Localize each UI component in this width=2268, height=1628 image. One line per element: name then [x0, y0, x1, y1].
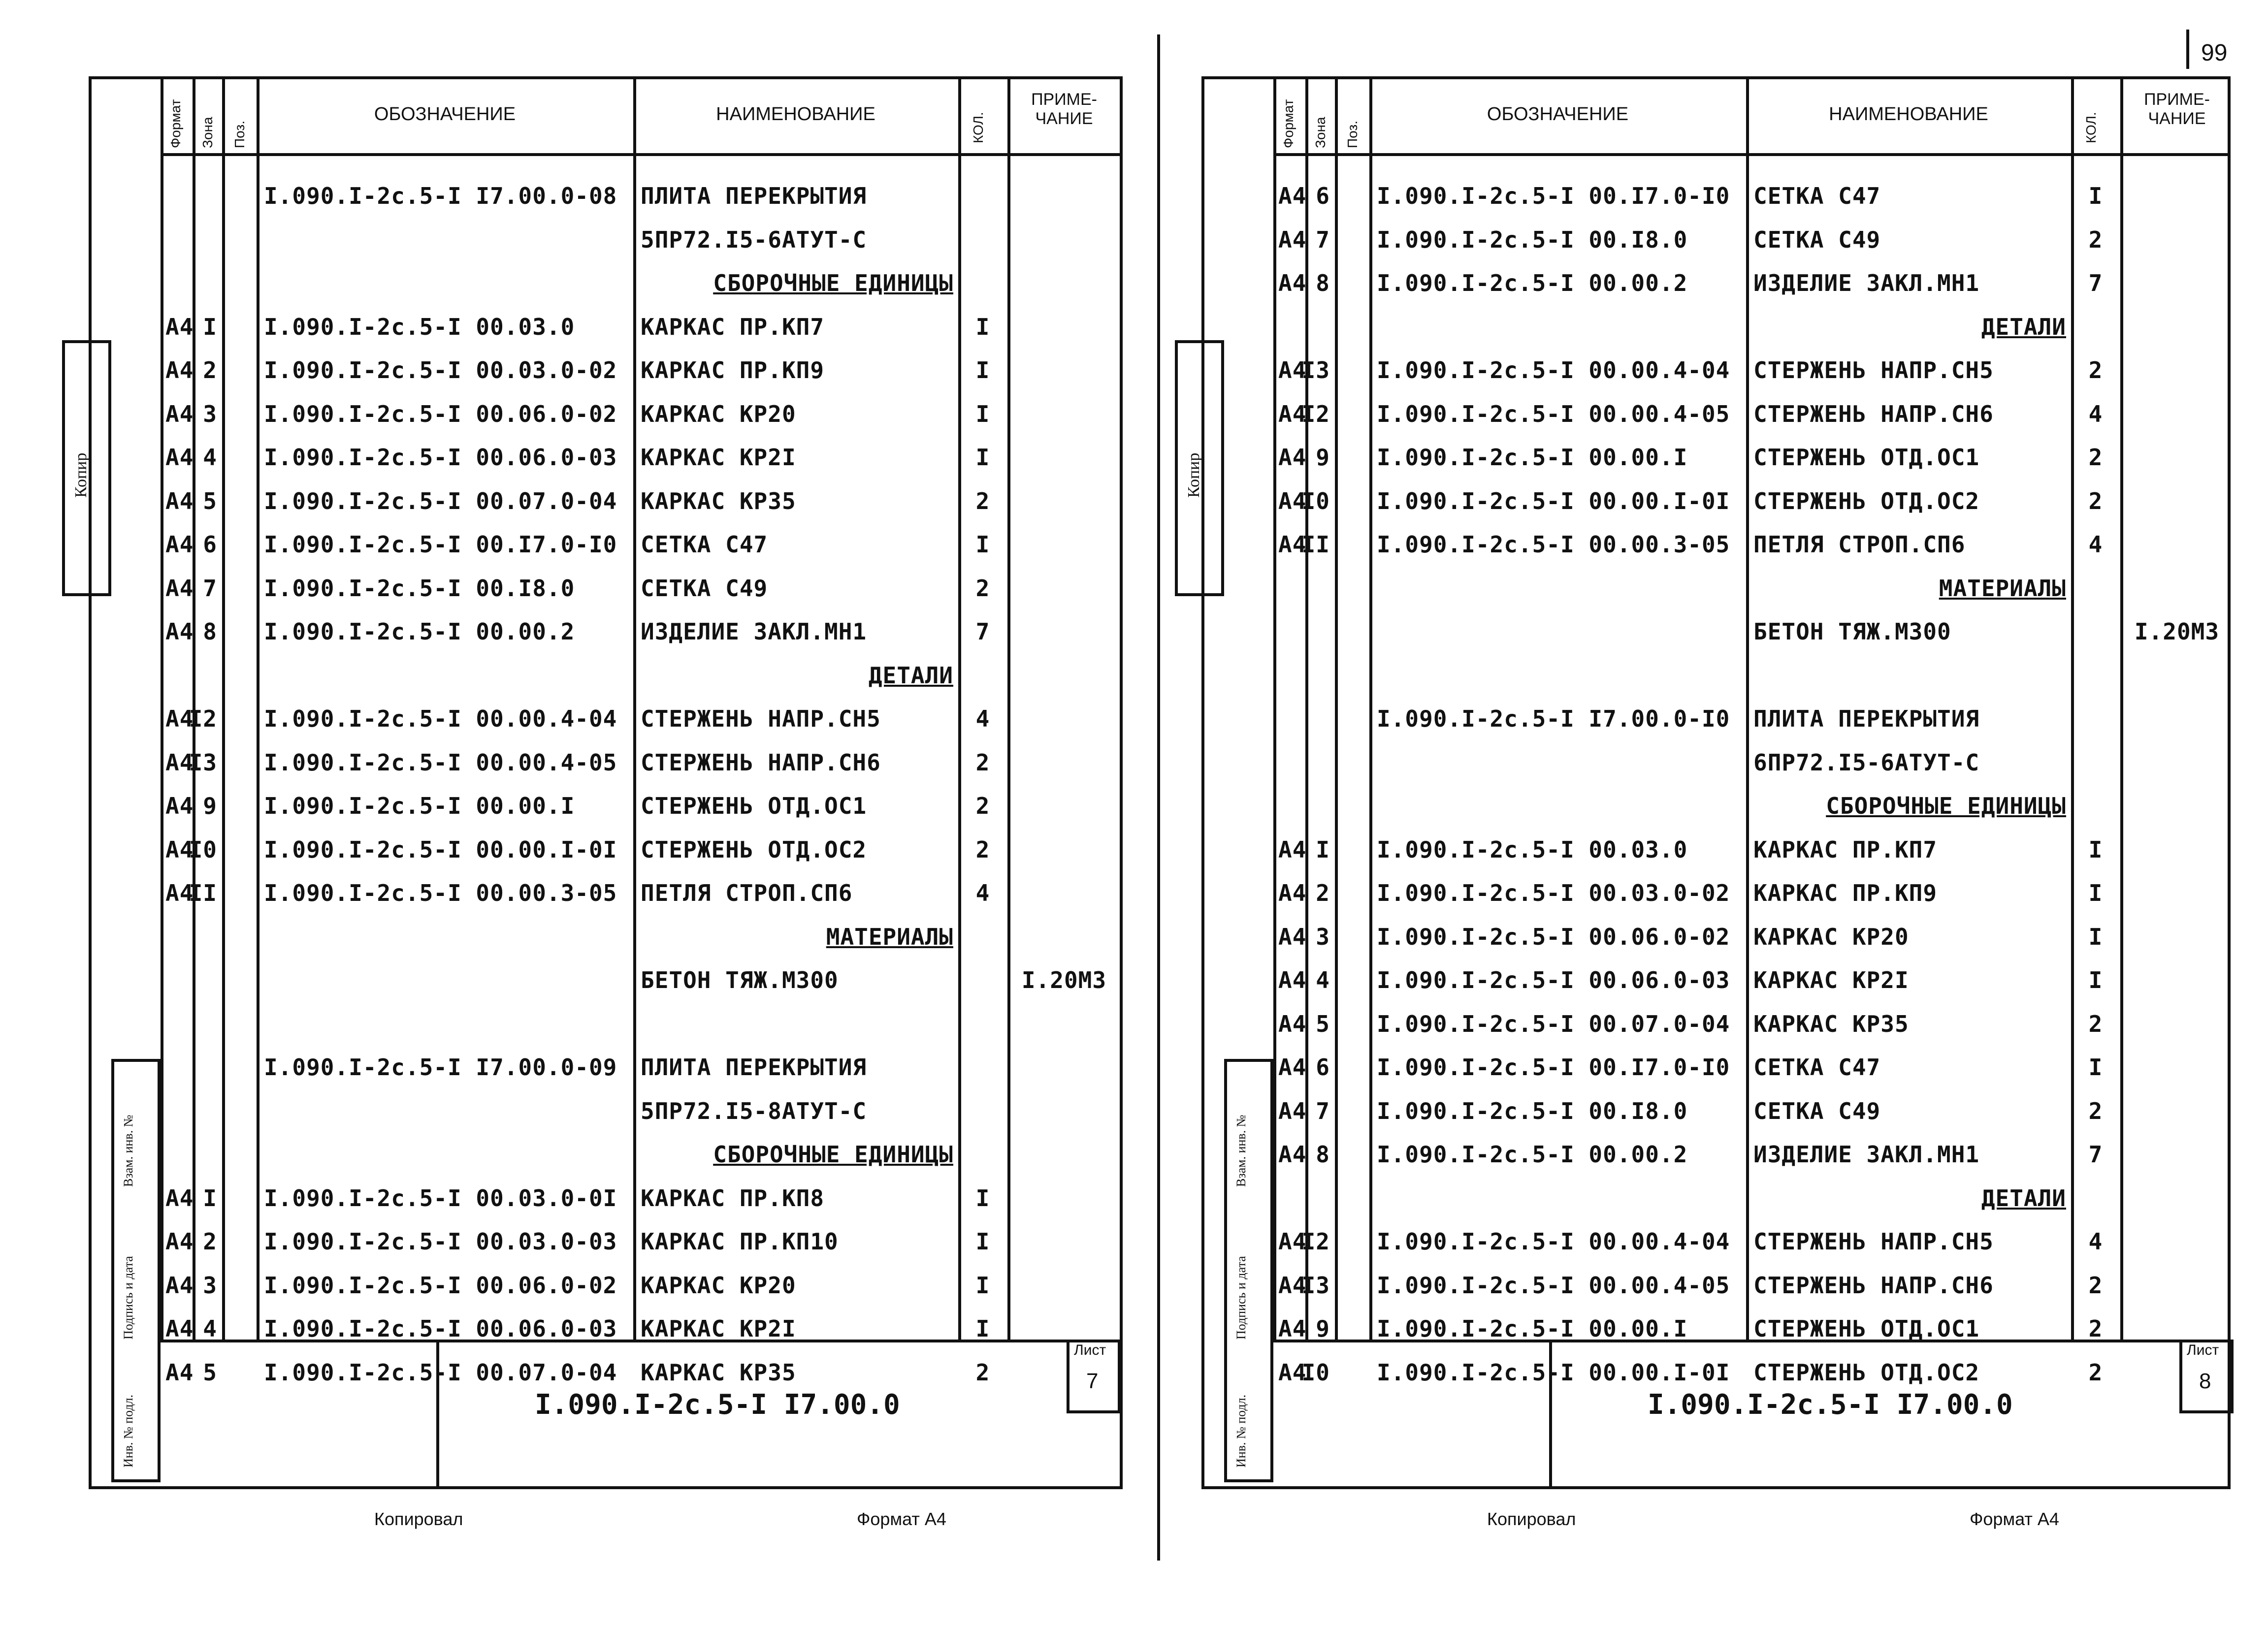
- row-quantity: I: [975, 1272, 990, 1299]
- row-quantity: 2: [2088, 1010, 2103, 1037]
- page-number-rule: [2186, 30, 2189, 69]
- row-position: I2: [1301, 400, 1330, 427]
- row-designation: I.090.I-2c.5-I 00.I7.0-I0: [264, 531, 617, 558]
- row-position: I: [203, 1184, 217, 1212]
- row-quantity: 7: [2088, 270, 2103, 296]
- row-quantity: 2: [2088, 444, 2103, 471]
- left-specification-sheet: [72, 76, 1123, 1489]
- row-position: 8: [203, 618, 217, 645]
- header-pos: Поз.: [1345, 121, 1360, 148]
- list-number: 8: [2199, 1369, 2211, 1393]
- footer-format: Формат А4: [1970, 1509, 2059, 1529]
- row-name: СТЕРЖЕНЬ НАПР.СН6: [641, 749, 881, 776]
- row-position: I0: [189, 836, 217, 863]
- row-format: А4: [1278, 487, 1307, 514]
- footer-copied-by: Копировал: [374, 1509, 463, 1529]
- row-name: КАРКАС ПР.КП9: [641, 357, 825, 383]
- page-fold-divider: [1157, 34, 1160, 1561]
- row-designation: I.090.I-2c.5-I I7.00.0-I0: [1377, 705, 1730, 732]
- row-quantity: I: [975, 400, 990, 427]
- row-designation: I.090.I-2c.5-I 00.00.3-05: [264, 880, 617, 906]
- row-position: 3: [203, 1272, 217, 1299]
- row-name: ПЕТЛЯ СТРОП.СП6: [641, 880, 853, 906]
- row-name: СТЕРЖЕНЬ ОТД.ОС1: [641, 793, 867, 819]
- list-label: Лист: [1074, 1342, 1106, 1358]
- column-rule: [222, 79, 225, 1340]
- row-format: А4: [1278, 1097, 1307, 1124]
- row-designation: I.090.I-2c.5-I 00.03.0: [264, 313, 575, 340]
- header-format: Формат: [1281, 99, 1296, 148]
- row-format: А4: [1278, 444, 1307, 471]
- row-name: КАРКАС КР2I: [1753, 967, 1909, 993]
- row-name: КАРКАС КР35: [641, 1359, 796, 1386]
- row-position: 4: [203, 1315, 217, 1342]
- row-name: КАРКАС КР20: [641, 1272, 796, 1299]
- row-position: II: [1301, 531, 1330, 558]
- row-quantity: 2: [975, 1359, 990, 1386]
- row-quantity: 2: [2088, 357, 2103, 383]
- row-position: I: [1316, 836, 1330, 863]
- header-format: Формат: [168, 99, 183, 148]
- row-designation: I.090.I-2c.5-I 00.00.4-04: [1377, 1228, 1730, 1255]
- row-position: 7: [203, 575, 217, 602]
- row-designation: I.090.I-2c.5-I 00.00.4-04: [264, 705, 617, 732]
- row-name: СБОРОЧНЫЕ ЕДИНИЦЫ: [713, 1141, 953, 1168]
- row-format: А4: [1278, 531, 1307, 558]
- row-name: КАРКАС КР35: [1753, 1010, 1909, 1037]
- side-label-kopir: Копир: [72, 452, 90, 498]
- row-position: I3: [189, 749, 217, 776]
- row-position: 5: [203, 487, 217, 514]
- drawing-designation-stamp: I.090.I-2c.5-I I7.00.0: [535, 1389, 900, 1421]
- row-name: ДЕТАЛИ: [1981, 313, 2066, 340]
- row-position: 6: [1316, 183, 1330, 209]
- row-designation: I.090.I-2c.5-I 00.06.0-02: [1377, 923, 1730, 950]
- page-number: 99: [2201, 40, 2228, 66]
- row-position: I2: [189, 705, 217, 732]
- row-format: А4: [1278, 1359, 1307, 1386]
- row-name: СЕТКА С49: [1753, 1097, 1881, 1124]
- row-position: 5: [203, 1359, 217, 1386]
- row-designation: I.090.I-2c.5-I 00.00.4-04: [1377, 357, 1730, 383]
- row-name: СЕТКА С49: [641, 575, 768, 602]
- row-quantity: I: [975, 1184, 990, 1212]
- row-format: А4: [165, 705, 194, 732]
- row-format: А4: [165, 618, 194, 645]
- row-format: А4: [165, 313, 194, 340]
- row-position: 6: [203, 531, 217, 558]
- row-quantity: 2: [975, 487, 990, 514]
- row-position: 6: [1316, 1054, 1330, 1081]
- header-primechanie: ПРИМЕ- ЧАНИЕ: [2144, 90, 2210, 128]
- row-quantity: 2: [975, 836, 990, 863]
- side-register-box: [1224, 1059, 1273, 1482]
- column-rule: [1007, 79, 1010, 1340]
- row-name: ИЗДЕЛИЕ ЗАКЛ.МН1: [1753, 270, 1980, 296]
- side-label-podpis: Подпись и дата: [121, 1256, 135, 1340]
- row-designation: I.090.I-2c.5-I 00.06.0-02: [264, 400, 617, 427]
- side-label-podpis: Подпись и дата: [1234, 1256, 1248, 1340]
- row-position: 3: [203, 400, 217, 427]
- row-name: СТЕРЖЕНЬ ОТД.ОС2: [1753, 1359, 1980, 1386]
- row-format: А4: [1278, 357, 1307, 383]
- row-position: 8: [1316, 1141, 1330, 1168]
- row-position: I3: [1301, 357, 1330, 383]
- row-designation: I.090.I-2c.5-I 00.00.I-0I: [264, 836, 617, 863]
- row-quantity: I: [975, 313, 990, 340]
- stamp-divider: [1549, 1340, 1552, 1489]
- row-quantity: 7: [975, 618, 990, 645]
- row-format: А4: [1278, 923, 1307, 950]
- drawing-designation-stamp: I.090.I-2c.5-I I7.00.0: [1648, 1389, 2013, 1421]
- row-format: А4: [165, 1228, 194, 1255]
- row-designation: I.090.I-2c.5-I 00.I8.0: [264, 575, 575, 602]
- row-format: А4: [1278, 1228, 1307, 1255]
- row-format: А4: [1278, 1141, 1307, 1168]
- row-format: А4: [165, 1272, 194, 1299]
- row-name: КАРКАС КР20: [1753, 923, 1909, 950]
- row-quantity: I: [975, 1228, 990, 1255]
- row-name: МАТЕРИАЛЫ: [826, 923, 953, 950]
- row-designation: I.090.I-2c.5-I 00.07.0-04: [1377, 1010, 1730, 1037]
- list-number: 7: [1086, 1369, 1099, 1393]
- row-name: СБОРОЧНЫЕ ЕДИНИЦЫ: [1826, 793, 2066, 819]
- row-designation: I.090.I-2c.5-I 00.00.4-05: [1377, 400, 1730, 427]
- row-name: КАРКАС ПР.КП8: [641, 1184, 825, 1212]
- row-format: А4: [165, 487, 194, 514]
- row-designation: I.090.I-2c.5-I 00.06.0-03: [264, 1315, 617, 1342]
- row-name: СТЕРЖЕНЬ НАПР.СН5: [1753, 357, 1994, 383]
- row-format: А4: [1278, 880, 1307, 906]
- row-format: А4: [165, 531, 194, 558]
- row-position: I: [203, 313, 217, 340]
- header-pos: Поз.: [232, 121, 247, 148]
- row-name: 5ПР72.I5-6АТУТ-С: [641, 226, 867, 253]
- row-format: А4: [1278, 400, 1307, 427]
- row-quantity: 2: [975, 575, 990, 602]
- row-designation: I.090.I-2c.5-I 00.06.0-03: [264, 444, 617, 471]
- row-name: СТЕРЖЕНЬ ОТД.ОС1: [1753, 1315, 1980, 1342]
- row-quantity: I: [975, 531, 990, 558]
- row-quantity: I: [2088, 836, 2103, 863]
- row-format: А4: [165, 793, 194, 819]
- row-name: ПЕТЛЯ СТРОП.СП6: [1753, 531, 1966, 558]
- row-name: СТЕРЖЕНЬ НАПР.СН6: [1753, 1272, 1994, 1299]
- row-designation: I.090.I-2c.5-I 00.I8.0: [1377, 226, 1688, 253]
- row-quantity: 2: [2088, 1315, 2103, 1342]
- row-format: А4: [165, 836, 194, 863]
- row-name: СТЕРЖЕНЬ ОТД.ОС1: [1753, 444, 1980, 471]
- row-quantity: I: [2088, 183, 2103, 209]
- row-quantity: I: [975, 444, 990, 471]
- right-specification-sheet: [1185, 76, 2231, 1489]
- column-rule: [2120, 79, 2123, 1340]
- row-name: ИЗДЕЛИЕ ЗАКЛ.МН1: [1753, 1141, 1980, 1168]
- side-register-box: [111, 1059, 161, 1482]
- row-name: СЕТКА С47: [1753, 1054, 1881, 1081]
- row-position: 9: [1316, 444, 1330, 471]
- row-designation: I.090.I-2c.5-I 00.I7.0-I0: [1377, 183, 1730, 209]
- row-designation: I.090.I-2c.5-I 00.00.I-0I: [1377, 1359, 1730, 1386]
- side-label-vzam: Взам. инв. №: [1234, 1115, 1248, 1187]
- row-designation: I.090.I-2c.5-I 00.00.I-0I: [1377, 487, 1730, 514]
- row-designation: I.090.I-2c.5-I 00.I8.0: [1377, 1097, 1688, 1124]
- column-rule: [257, 79, 259, 1340]
- row-quantity: 4: [975, 705, 990, 732]
- row-designation: I.090.I-2c.5-I 00.03.0: [1377, 836, 1688, 863]
- row-quantity: 4: [2088, 400, 2103, 427]
- row-name: КАРКАС ПР.КП7: [641, 313, 825, 340]
- column-rule: [1273, 79, 1276, 1340]
- row-quantity: I: [975, 1315, 990, 1342]
- row-name: МАТЕРИАЛЫ: [1939, 575, 2066, 602]
- row-quantity: I: [975, 357, 990, 383]
- row-quantity: 7: [2088, 1141, 2103, 1168]
- row-name: СЕТКА С47: [1753, 183, 1881, 209]
- row-designation: I.090.I-2c.5-I 00.00.I: [264, 793, 575, 819]
- row-name: КАРКАС ПР.КП9: [1753, 880, 1938, 906]
- row-position: I0: [1301, 487, 1330, 514]
- stamp-top-rule: [1273, 1340, 2228, 1342]
- column-rule: [1335, 79, 1338, 1340]
- row-format: А4: [1278, 226, 1307, 253]
- footer-format: Формат А4: [857, 1509, 946, 1529]
- row-name: ДЕТАЛИ: [868, 662, 953, 689]
- row-position: 2: [203, 1228, 217, 1255]
- row-format: А4: [1278, 183, 1307, 209]
- footer-copied-by: Копировал: [1487, 1509, 1576, 1529]
- row-position: I2: [1301, 1228, 1330, 1255]
- row-name: СТЕРЖЕНЬ НАПР.СН6: [1753, 400, 1994, 427]
- row-position: 5: [1316, 1010, 1330, 1037]
- row-position: 8: [1316, 270, 1330, 296]
- row-designation: I.090.I-2c.5-I 00.06.0-02: [264, 1272, 617, 1299]
- row-quantity: 2: [2088, 1272, 2103, 1299]
- row-name: СТЕРЖЕНЬ НАПР.СН5: [1753, 1228, 1994, 1255]
- header-rule: [1273, 153, 2228, 156]
- header-naimenovanie: НАИМЕНОВАНИЕ: [716, 104, 875, 125]
- row-quantity: 4: [2088, 531, 2103, 558]
- row-quantity: 2: [2088, 1359, 2103, 1386]
- row-note: I.20М3: [1021, 967, 1107, 993]
- row-format: А4: [1278, 1010, 1307, 1037]
- row-format: А4: [165, 1359, 194, 1386]
- column-rule: [1369, 79, 1372, 1340]
- row-name: СЕТКА С47: [641, 531, 768, 558]
- row-name: КАРКАС КР20: [641, 400, 796, 427]
- row-name: ДЕТАЛИ: [1981, 1184, 2066, 1212]
- row-format: А4: [1278, 270, 1307, 296]
- stamp-divider: [436, 1340, 439, 1489]
- row-designation: I.090.I-2c.5-I 00.00.2: [264, 618, 575, 645]
- row-quantity: 2: [2088, 226, 2103, 253]
- row-position: I3: [1301, 1272, 1330, 1299]
- row-format: А4: [165, 357, 194, 383]
- row-name: ПЛИТА ПЕРЕКРЫТИЯ: [1753, 705, 1980, 732]
- row-designation: I.090.I-2c.5-I 00.03.0-0I: [264, 1184, 617, 1212]
- row-position: 7: [1316, 226, 1330, 253]
- row-quantity: 2: [975, 793, 990, 819]
- row-designation: I.090.I-2c.5-I 00.00.I: [1377, 1315, 1688, 1342]
- row-position: I0: [1301, 1359, 1330, 1386]
- row-name: ПЛИТА ПЕРЕКРЫТИЯ: [641, 1054, 867, 1081]
- side-label-inv: Инв. № подл.: [121, 1394, 135, 1468]
- row-name: БЕТОН ТЯЖ.М300: [1753, 618, 1951, 645]
- row-quantity: I: [2088, 967, 2103, 993]
- row-designation: I.090.I-2c.5-I 00.00.4-05: [264, 749, 617, 776]
- row-quantity: 4: [975, 880, 990, 906]
- row-quantity: I: [2088, 880, 2103, 906]
- stamp-top-rule: [161, 1340, 1120, 1342]
- row-format: А4: [1278, 1315, 1307, 1342]
- row-quantity: 2: [2088, 487, 2103, 514]
- row-designation: I.090.I-2c.5-I 00.03.0-02: [264, 357, 617, 383]
- row-format: А4: [1278, 836, 1307, 863]
- row-quantity: I: [2088, 923, 2103, 950]
- column-rule: [1746, 79, 1749, 1340]
- row-designation: I.090.I-2c.5-I 00.06.0-03: [1377, 967, 1730, 993]
- column-rule: [161, 79, 163, 1340]
- row-position: 4: [203, 444, 217, 471]
- list-label: Лист: [2187, 1342, 2219, 1358]
- row-name: 5ПР72.I5-8АТУТ-С: [641, 1097, 867, 1124]
- row-name: СТЕРЖЕНЬ ОТД.ОС2: [1753, 487, 1980, 514]
- row-format: А4: [165, 1184, 194, 1212]
- row-name: КАРКАС КР2I: [641, 1315, 796, 1342]
- row-quantity: 2: [975, 749, 990, 776]
- row-designation: I.090.I-2c.5-I 00.00.2: [1377, 270, 1688, 296]
- row-position: 3: [1316, 923, 1330, 950]
- row-format: А4: [1278, 967, 1307, 993]
- row-name: 6ПР72.I5-6АТУТ-С: [1753, 749, 1980, 776]
- row-position: 7: [1316, 1097, 1330, 1124]
- column-rule: [633, 79, 636, 1340]
- row-position: 2: [1316, 880, 1330, 906]
- row-name: КАРКАС ПР.КП7: [1753, 836, 1938, 863]
- header-oboznachenie: ОБОЗНАЧЕНИЕ: [1487, 104, 1629, 125]
- header-zona: Зона: [200, 117, 215, 148]
- row-designation: I.090.I-2c.5-I 00.00.3-05: [1377, 531, 1730, 558]
- row-quantity: 2: [2088, 1097, 2103, 1124]
- row-format: А4: [165, 749, 194, 776]
- row-position: II: [189, 880, 217, 906]
- row-name: ИЗДЕЛИЕ ЗАКЛ.МН1: [641, 618, 867, 645]
- row-designation: I.090.I-2c.5-I 00.00.4-05: [1377, 1272, 1730, 1299]
- header-kol: КОЛ.: [971, 112, 986, 143]
- row-designation: I.090.I-2c.5-I 00.07.0-04: [264, 487, 617, 514]
- row-position: 4: [1316, 967, 1330, 993]
- row-name: СТЕРЖЕНЬ ОТД.ОС2: [641, 836, 867, 863]
- row-designation: I.090.I-2c.5-I 00.07.0-04: [264, 1359, 617, 1386]
- side-label-kopir: Копир: [1185, 452, 1203, 498]
- row-note: I.20М3: [2134, 618, 2220, 645]
- row-name: ПЛИТА ПЕРЕКРЫТИЯ: [641, 183, 867, 209]
- row-designation: I.090.I-2c.5-I 00.00.2: [1377, 1141, 1688, 1168]
- side-label-inv: Инв. № подл.: [1234, 1394, 1248, 1468]
- row-format: А4: [165, 880, 194, 906]
- row-designation: I.090.I-2c.5-I I7.00.0-09: [264, 1054, 617, 1081]
- row-position: 2: [203, 357, 217, 383]
- row-quantity: I: [2088, 1054, 2103, 1081]
- row-designation: I.090.I-2c.5-I 00.03.0-03: [264, 1228, 617, 1255]
- header-zona: Зона: [1313, 117, 1328, 148]
- row-format: А4: [165, 400, 194, 427]
- row-name: СТЕРЖЕНЬ НАПР.СН5: [641, 705, 881, 732]
- row-position: 9: [203, 793, 217, 819]
- row-format: А4: [165, 1315, 194, 1342]
- row-designation: I.090.I-2c.5-I 00.00.I: [1377, 444, 1688, 471]
- row-name: СЕТКА С49: [1753, 226, 1881, 253]
- row-designation: I.090.I-2c.5-I 00.I7.0-I0: [1377, 1054, 1730, 1081]
- row-position: 9: [1316, 1315, 1330, 1342]
- row-name: КАРКАС КР2I: [641, 444, 796, 471]
- row-name: КАРКАС ПР.КП10: [641, 1228, 839, 1255]
- side-label-vzam: Взам. инв. №: [121, 1115, 135, 1187]
- row-format: А4: [1278, 1054, 1307, 1081]
- row-format: А4: [165, 444, 194, 471]
- header-oboznachenie: ОБОЗНАЧЕНИЕ: [374, 104, 516, 125]
- row-name: СБОРОЧНЫЕ ЕДИНИЦЫ: [713, 270, 953, 296]
- header-naimenovanie: НАИМЕНОВАНИЕ: [1829, 104, 1988, 125]
- header-rule: [161, 153, 1120, 156]
- row-format: А4: [1278, 1272, 1307, 1299]
- row-quantity: 4: [2088, 1228, 2103, 1255]
- row-name: КАРКАС КР35: [641, 487, 796, 514]
- header-primechanie: ПРИМЕ- ЧАНИЕ: [1031, 90, 1097, 128]
- row-designation: I.090.I-2c.5-I 00.03.0-02: [1377, 880, 1730, 906]
- row-format: А4: [165, 575, 194, 602]
- row-designation: I.090.I-2c.5-I I7.00.0-08: [264, 183, 617, 209]
- row-name: БЕТОН ТЯЖ.М300: [641, 967, 839, 993]
- header-kol: КОЛ.: [2083, 112, 2099, 143]
